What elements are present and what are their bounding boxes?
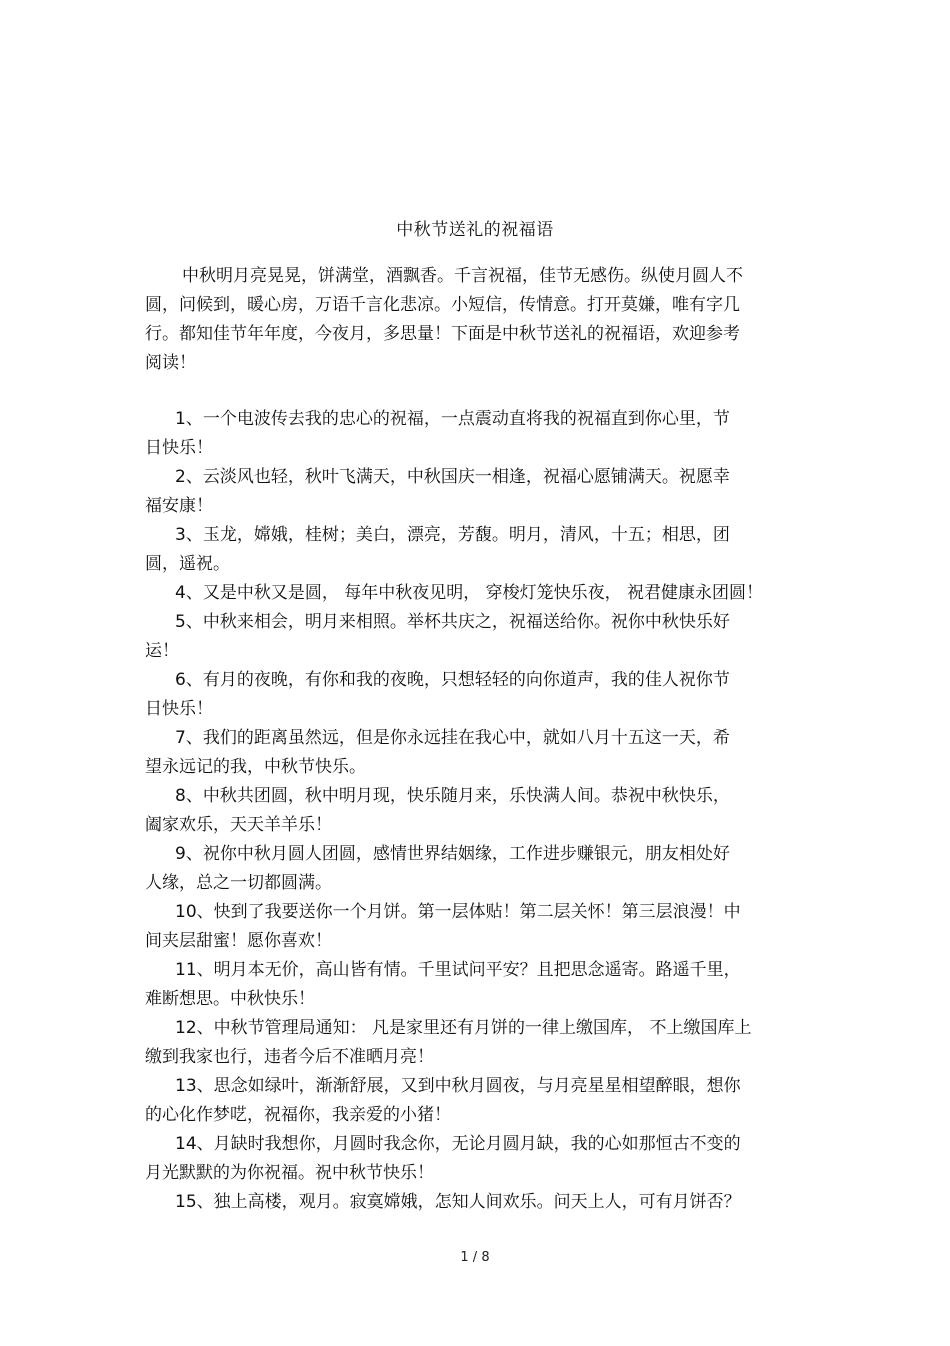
wish-line: 缴到我家也行，违者今后不准晒月亮！ (145, 1047, 434, 1067)
wish-line: 阖家欢乐，天天羊羊乐！ (145, 815, 332, 835)
wish-item-12 (145, 1014, 805, 1072)
wish-line: 运！ (145, 641, 179, 661)
wish-line: 间夹层甜蜜！愿你喜欢！ (145, 931, 332, 951)
wish-item-14 (145, 1130, 805, 1188)
wish-line: 日快乐！ (145, 699, 213, 719)
wish-line: 日快乐！ (145, 438, 213, 458)
wish-line: 1、一个电波传去我的忠心的祝福，一点震动直将我的祝福直到你心里，节 (175, 409, 730, 429)
wish-item-1 (145, 405, 805, 463)
wish-item-15 (145, 1188, 805, 1217)
intro-line: 阅读！ (145, 353, 196, 373)
wish-item-7 (145, 724, 805, 782)
intro-line: 行。都知佳节年年度，今夜月，多思量！下面是中秋节送礼的祝福语，欢迎参考 (145, 324, 740, 344)
wish-line: 8、中秋共团圆，秋中明月现，快乐随月来，乐快满人间。恭祝中秋快乐， (175, 786, 730, 806)
wish-item-10 (145, 898, 805, 956)
wish-line: 14、月缺时我想你，月圆时我念你，无论月圆月缺，我的心如那恒古不变的 (175, 1134, 741, 1154)
page-number: 1 / 8 (460, 1250, 490, 1265)
wish-line: 圆，遥祝。 (145, 554, 230, 574)
page-title: 中秋节送礼的祝福语 (396, 220, 554, 240)
intro-paragraph (145, 262, 785, 378)
wish-line: 6、有月的夜晚，有你和我的夜晚，只想轻轻的向你道声，我的佳人祝你节 (175, 670, 730, 690)
wish-line: 13、思念如绿叶，渐渐舒展，又到中秋月圆夜，与月亮星星相望醉眼，想你 (175, 1076, 741, 1096)
wish-line: 难断想思。中秋快乐！ (145, 989, 315, 1009)
wish-line: 11、明月本无价，高山皆有情。千里试问平安？且把思念遥寄。路遥千里， (175, 960, 741, 980)
wish-item-3 (145, 521, 805, 579)
wish-item-8 (145, 782, 805, 840)
wish-line: 的心化作梦呓，祝福你，我亲爱的小猪！ (145, 1105, 451, 1125)
wish-item-13 (145, 1072, 805, 1130)
wish-line: 人缘，总之一切都圆满。 (145, 873, 332, 893)
wish-line: 望永远记的我，中秋节快乐。 (145, 757, 366, 777)
wish-line: 福安康！ (145, 496, 213, 516)
wish-line: 月光默默的为你祝福。祝中秋节快乐！ (145, 1163, 434, 1183)
wish-line: 15、独上高楼，观月。寂寞嫦娥，怎知人间欢乐。问天上人，可有月饼否？ (175, 1192, 741, 1212)
intro-line: 中秋明月亮晃晃，饼满堂，酒飘香。千言祝福，佳节无感伤。纵使月圆人不 (182, 266, 743, 286)
wish-item-5 (145, 608, 805, 666)
wish-line: 4、又是中秋又是圆， 每年中秋夜见明， 穿梭灯笼快乐夜， 祝君健康永团圆！ (175, 583, 764, 603)
wish-item-11 (145, 956, 805, 1014)
wish-line: 12、中秋节管理局通知： 凡是家里还有月饼的一律上缴国库， 不上缴国库上 (175, 1018, 752, 1038)
wish-item-9 (145, 840, 805, 898)
wish-list (145, 405, 805, 1217)
intro-line: 圆，问候到，暖心房，万语千言化悲凉。小短信，传情意。打开莫嫌，唯有字几 (145, 295, 740, 315)
wish-line: 7、我们的距离虽然远，但是你永远挂在我心中，就如八月十五这一天，希 (175, 728, 730, 748)
wish-line: 3、玉龙，嫦娥，桂树；美白，漂亮，芳馥。明月，清风，十五；相思，团 (175, 525, 730, 545)
wish-line: 5、中秋来相会，明月来相照。举杯共庆之，祝福送给你。祝你中秋快乐好 (175, 612, 730, 632)
wish-item-4 (145, 579, 805, 608)
wish-line: 10、快到了我要送你一个月饼。第一层体贴！第二层关怀！第三层浪漫！中 (175, 902, 741, 922)
wish-line: 9、祝你中秋月圆人团圆，感情世界结姻缘，工作进步赚银元，朋友相处好 (175, 844, 730, 864)
wish-line: 2、云淡风也轻，秋叶飞满天，中秋国庆一相逢，祝福心愿铺满天。祝愿幸 (175, 467, 730, 487)
wish-item-2 (145, 463, 805, 521)
wish-item-6 (145, 666, 805, 724)
